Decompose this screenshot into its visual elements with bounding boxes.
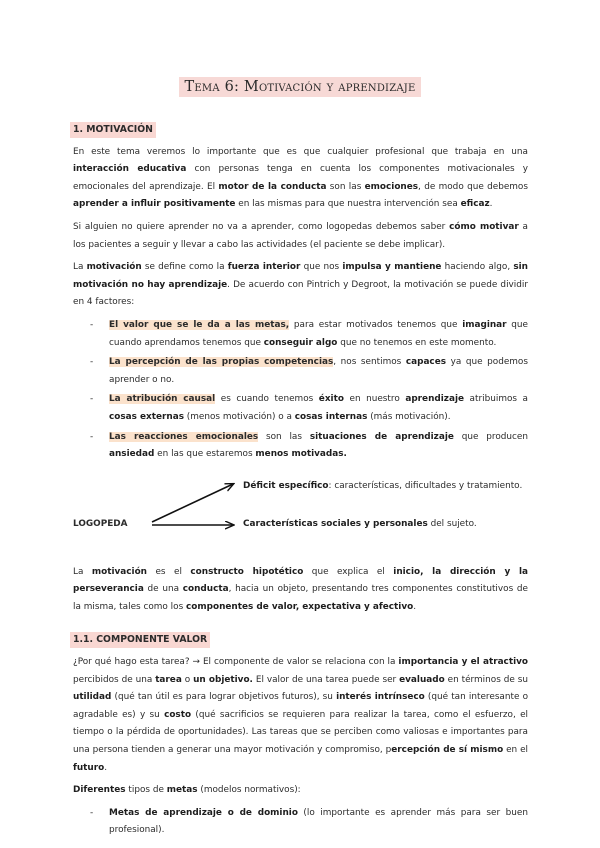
title-container xyxy=(0,76,600,97)
text: (qué sacrificios se requieren para realizar la tarea, como el esfuerzo, el tiempo o la pérdida de oportunidades). Las tareas que se perciben como valiosas e importantes para una persona tienden a generar una mayor motivación y compromiso, p xyxy=(73,709,528,756)
text: . xyxy=(489,199,493,210)
text: Si alguien no quiere aprender no va a aprender, como logopedas debemos saber xyxy=(73,221,450,232)
text: , de modo que debemos xyxy=(418,181,528,192)
bold-text: motivación xyxy=(91,566,147,577)
text: en las mismas para que nuestra intervención sea xyxy=(235,199,461,210)
bold-text: componentes de valor, expectativa y afectivo xyxy=(186,601,414,612)
text: (modelos normativos): xyxy=(197,785,301,796)
list-item xyxy=(73,805,528,840)
dash-bullet: - xyxy=(90,807,94,818)
text: es cuando tenemos xyxy=(215,394,319,405)
document-body xyxy=(73,122,528,842)
text: en nuestro xyxy=(343,394,406,405)
text: (qué tan interesante o agradable es) y su xyxy=(73,692,528,720)
section-heading-wrap xyxy=(73,122,528,140)
text: en las que estaremos xyxy=(154,449,256,460)
text: : características, dificultades y tratamiento. xyxy=(328,480,523,491)
bold-text: eficaz xyxy=(460,199,490,210)
bold-text: metas xyxy=(166,785,198,796)
text: en términos de su xyxy=(444,674,528,685)
text: . xyxy=(413,601,417,612)
paragraph-motivar xyxy=(73,219,528,254)
bold-text: un objetivo. xyxy=(193,674,253,685)
bold-text: sin motivación no hay aprendizaje xyxy=(73,262,528,290)
goals-list xyxy=(73,805,528,840)
bold-text: importancia y el atractivo xyxy=(398,657,528,668)
text: del sujeto. xyxy=(427,518,477,529)
bold-text: capaces xyxy=(405,357,446,368)
text: La xyxy=(73,566,92,577)
text: a los pacientes a seguir y llevar a cabo las actividades (el paciente se debe implicar). xyxy=(73,221,528,250)
list-item xyxy=(73,317,528,352)
bold-text: inicio, la dirección y la perseverancia xyxy=(73,566,528,595)
text: son las xyxy=(258,431,310,442)
dash-bullet: - xyxy=(90,431,94,442)
highlighted-text: Las reacciones emocionales xyxy=(109,431,259,442)
text: . De acuerdo con Pintrich y Degroot, la motivación se puede dividir en 4 factores: xyxy=(73,279,528,308)
text: que explica el xyxy=(303,566,394,577)
bold-text: motivación xyxy=(86,262,142,273)
bold-text: Metas de aprendizaje o de dominio xyxy=(109,807,298,818)
section-heading-motivacion: 1. MOTIVACIÓN xyxy=(70,122,156,138)
subsection-heading-wrap xyxy=(73,632,528,650)
bold-text: éxito xyxy=(318,394,344,405)
text: , hacia un objeto, presentando tres componentes constitutivos de la misma, tales como los xyxy=(73,584,528,612)
bold-text: imaginar xyxy=(462,319,507,330)
bold-text: tarea xyxy=(155,674,182,685)
bold-text: costo xyxy=(164,709,192,720)
bold-text: ansiedad xyxy=(109,449,155,460)
logopeda-diagram xyxy=(73,466,528,558)
bold-text: impulsa y mantiene xyxy=(342,262,442,273)
text: (más motivación). xyxy=(367,411,451,422)
bold-text: Características sociales y personales xyxy=(243,518,428,529)
paragraph-componente-valor xyxy=(73,654,528,777)
dash-bullet: - xyxy=(90,394,94,405)
text: (lo importante es aprender más para ser buen profesional). xyxy=(109,807,528,836)
text: que cuando aprendamos tenemos que xyxy=(109,319,528,348)
highlighted-text: La atribución causal xyxy=(109,394,216,405)
bold-text: menos motivadas. xyxy=(255,449,347,460)
text: para estar motivados tenemos que xyxy=(289,319,463,330)
bold-text: interés intrínseco xyxy=(336,692,425,703)
paragraph-tipos-metas xyxy=(73,782,528,800)
text: percibidos de una xyxy=(73,674,156,685)
bold-text: fuerza interior xyxy=(227,262,301,273)
list-item xyxy=(73,391,528,426)
section-heading-componente-valor: 1.1. COMPONENTE VALOR xyxy=(70,632,210,648)
text: que no tenemos en este momento. xyxy=(337,337,497,348)
arrow-to-deficit xyxy=(152,484,233,522)
text: se define como la xyxy=(141,262,228,273)
dash-bullet: - xyxy=(90,357,94,368)
text: que nos xyxy=(300,262,343,273)
list-item xyxy=(73,354,528,389)
text: tipos de xyxy=(125,785,167,796)
diagram-target-caracteristicas xyxy=(243,516,477,534)
bold-text: emociones xyxy=(364,181,419,192)
text: , nos sentimos xyxy=(333,357,406,368)
bold-text: motor de la conducta xyxy=(218,181,327,192)
bold-text: aprendizaje xyxy=(405,394,465,405)
paragraph-intro xyxy=(73,144,528,214)
bold-text: evaluado xyxy=(399,674,445,685)
page-title: Tema 6: Motivación y aprendizaje xyxy=(179,77,422,97)
text: ¿Por qué hago esta tarea? → El componente de valor se relaciona con la xyxy=(73,657,399,668)
text: El valor de una tarea puede ser xyxy=(252,674,400,685)
factors-list xyxy=(73,317,528,464)
paragraph-definicion xyxy=(73,259,528,312)
text: de una xyxy=(143,584,183,595)
highlighted-text: El valor que se le da a las metas, xyxy=(109,319,290,330)
text: con personas tenga en cuenta los componentes motivacionales y emocionales del aprendizaje. El xyxy=(73,164,529,192)
bold-text: Diferentes xyxy=(73,785,126,796)
bold-text: utilidad xyxy=(73,692,112,703)
bold-text: ercepción de sí mismo xyxy=(391,745,504,756)
text: ya que podemos aprender o no. xyxy=(109,357,528,385)
text: (menos motivación) o a xyxy=(183,411,295,422)
bold-text: conducta xyxy=(182,584,229,595)
diagram-target-deficit xyxy=(243,478,522,496)
text: o xyxy=(181,674,194,685)
bold-text: situaciones de aprendizaje xyxy=(309,431,454,442)
text: La xyxy=(73,262,87,273)
bold-text: futuro xyxy=(73,762,105,773)
bold-text: cosas externas xyxy=(109,411,184,422)
bold-text: aprender a influir positivamente xyxy=(73,199,236,210)
highlighted-text: La percepción de las propias competencias xyxy=(109,357,334,368)
text: es el xyxy=(146,566,191,577)
text: haciendo algo, xyxy=(441,262,514,273)
text: . xyxy=(104,762,108,773)
bold-text: cómo motivar xyxy=(449,221,519,232)
diagram-source-label: LOGOPEDA xyxy=(73,518,128,529)
bold-text: conseguir algo xyxy=(263,337,338,348)
text: son las xyxy=(326,181,365,192)
text: que producen xyxy=(453,431,528,442)
bold-text: Déficit específico xyxy=(243,480,329,491)
bold-text: interacción educativa xyxy=(73,164,187,175)
text: atribuimos a xyxy=(464,394,528,405)
bold-text: constructo hipotético xyxy=(190,566,304,577)
paragraph-constructo xyxy=(73,564,528,617)
text: (qué tan útil es para lograr objetivos futuros), su xyxy=(111,692,337,703)
text: en el xyxy=(503,745,528,756)
dash-bullet: - xyxy=(90,319,94,330)
text: En este tema veremos lo importante que es que cualquier profesional que trabaja en una xyxy=(73,146,528,157)
bold-text: cosas internas xyxy=(294,411,368,422)
list-item xyxy=(73,429,528,464)
